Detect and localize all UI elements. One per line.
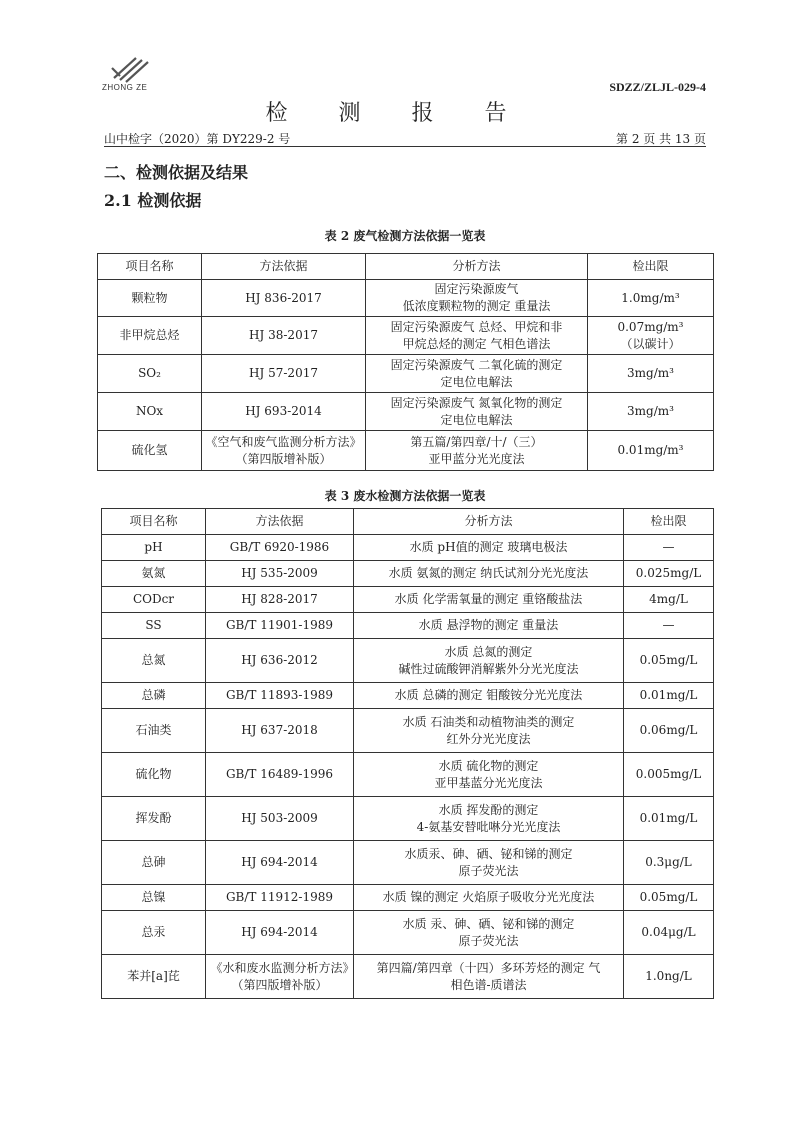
table-row [102, 753, 714, 797]
analysis-method-line: 水质 pH值的测定 玻璃电极法 [409, 540, 568, 554]
analysis-method-line: 水质 氨氮的测定 纳氏试剂分光光度法 [388, 566, 589, 580]
table-row [102, 561, 714, 587]
detection-limit-cell: 0.05mg/L [624, 639, 714, 683]
detection-limit-cell: 4mg/L [624, 587, 714, 613]
column-header-limit: 检出限 [588, 254, 714, 280]
method-basis-cell: GB/T 11901-1989 [206, 613, 354, 639]
method-basis-cell: 《空气和废气监测分析方法》（第四版增补版） [202, 431, 366, 471]
column-header-method: 分析方法 [366, 254, 588, 280]
table2-caption: 表 2 废气检测方法依据一览表 [324, 229, 486, 243]
table-row [98, 431, 714, 471]
item-name-cell: 硫化物 [102, 753, 206, 797]
detection-limit-cell: 0.05mg/L [624, 885, 714, 911]
analysis-method-cell [354, 911, 624, 955]
subsection-heading: 2.1 检测依据 [104, 191, 202, 210]
detection-limit-cell: 0.06mg/L [624, 709, 714, 753]
analysis-method-line: 水质汞、砷、硒、铋和锑的测定 [404, 846, 573, 861]
detection-limit-cell: — [624, 613, 714, 639]
page-info: 第 2 页 共 13 页 [616, 132, 706, 146]
table-row [102, 683, 714, 709]
analysis-method-cell [354, 885, 624, 911]
analysis-method-line: 水质 汞、砷、硒、铋和锑的测定 [402, 916, 575, 931]
table-header-row [98, 254, 714, 280]
analysis-method-line: 固定污染源废气 氮氧化物的测定 [390, 395, 563, 410]
table-row [102, 955, 714, 999]
detection-limit-cell: 0.01mg/L [624, 683, 714, 709]
detection-limit-cell: 0.01mg/L [624, 797, 714, 841]
method-basis-cell: HJ 637-2018 [206, 709, 354, 753]
method-basis-cell: HJ 828-2017 [206, 587, 354, 613]
item-name-cell: 总汞 [102, 911, 206, 955]
analysis-method-line: 定电位电解法 [440, 412, 513, 427]
logo-text: ZHONG ZE [102, 83, 148, 92]
page-title: 检 测 报 告 [265, 101, 529, 126]
item-name-cell: 氨氮 [102, 561, 206, 587]
table-row [102, 709, 714, 753]
analysis-method-line: 亚甲蓝分光光度法 [428, 451, 525, 466]
item-name-cell: 颗粒物 [98, 280, 202, 317]
analysis-method-cell [366, 431, 588, 471]
analysis-method-line: 水质 挥发酚的测定 [438, 802, 539, 817]
report-number: 山中检字（2020）第 DY229-2 号 [104, 132, 291, 146]
detection-limit-line: 3mg/m³ [627, 404, 674, 418]
item-name-cell: 硫化氢 [98, 431, 202, 471]
detection-limit-cell: 1.0ng/L [624, 955, 714, 999]
detection-limit-cell [588, 393, 714, 431]
analysis-method-line: 水质 硫化物的测定 [438, 758, 539, 773]
analysis-method-cell [354, 753, 624, 797]
table-row [102, 797, 714, 841]
method-basis-cell: HJ 636-2012 [206, 639, 354, 683]
item-name-cell: SS [102, 613, 206, 639]
analysis-method-line: 固定污染源废气 [434, 282, 519, 296]
analysis-method-cell [354, 613, 624, 639]
item-name-cell: CODcr [102, 587, 206, 613]
method-basis-cell: 《水和废水监测分析方法》（第四版增补版） [206, 955, 354, 999]
item-name-cell: SO₂ [98, 355, 202, 393]
analysis-method-line: 原子荧光法 [458, 933, 519, 948]
analysis-method-cell [366, 355, 588, 393]
analysis-method-line: 相色谱-质谱法 [450, 977, 527, 992]
analysis-method-cell [354, 709, 624, 753]
table-row [102, 613, 714, 639]
analysis-method-line: 固定污染源废气 总烃、甲烷和非 [390, 319, 563, 334]
item-name-cell: 总氮 [102, 639, 206, 683]
analysis-method-cell [354, 683, 624, 709]
detection-limit-cell: 0.025mg/L [624, 561, 714, 587]
detection-limit-cell: 0.04μg/L [624, 911, 714, 955]
analysis-method-cell [366, 280, 588, 317]
table-row [102, 535, 714, 561]
method-basis-cell: HJ 694-2014 [206, 841, 354, 885]
item-name-cell: 非甲烷总烃 [98, 317, 202, 355]
analysis-method-cell [366, 317, 588, 355]
analysis-method-line: 水质 总磷的测定 钼酸铵分光光度法 [394, 688, 583, 702]
analysis-method-line: 水质 总氮的测定 [444, 644, 533, 659]
analysis-method-cell [354, 535, 624, 561]
analysis-method-cell [354, 841, 624, 885]
item-name-cell: 总磷 [102, 683, 206, 709]
analysis-method-cell [354, 639, 624, 683]
item-name-cell: 总砷 [102, 841, 206, 885]
wastewater-methods-table [101, 508, 714, 999]
detection-limit-cell [588, 431, 714, 471]
analysis-method-cell [354, 561, 624, 587]
table3-caption: 表 3 废水检测方法依据一览表 [324, 489, 486, 503]
table-row [102, 911, 714, 955]
analysis-method-cell [354, 797, 624, 841]
method-basis-cell: HJ 57-2017 [202, 355, 366, 393]
analysis-method-line: 碱性过硫酸钾消解紫外分光光度法 [398, 661, 579, 676]
method-basis-cell: HJ 693-2014 [202, 393, 366, 431]
item-name-cell: 石油类 [102, 709, 206, 753]
column-header-item: 项目名称 [102, 509, 206, 535]
analysis-method-line: 水质 化学需氧量的测定 重铬酸盐法 [394, 592, 583, 606]
detection-limit-cell [588, 355, 714, 393]
column-header-basis: 方法依据 [202, 254, 366, 280]
item-name-cell: pH [102, 535, 206, 561]
analysis-method-line: 水质 悬浮物的测定 重量法 [418, 618, 559, 632]
detection-limit-line: （以碳计） [620, 336, 681, 351]
table-row [98, 280, 714, 317]
analysis-method-cell [354, 587, 624, 613]
detection-limit-line: 3mg/m³ [627, 366, 674, 380]
table-row [98, 355, 714, 393]
item-name-cell: 总镍 [102, 885, 206, 911]
header-divider [104, 146, 706, 147]
method-basis-cell: GB/T 11912-1989 [206, 885, 354, 911]
table-row [98, 317, 714, 355]
detection-limit-line: 0.01mg/m³ [617, 443, 684, 457]
method-basis-cell: HJ 535-2009 [206, 561, 354, 587]
analysis-method-line: 水质 镍的测定 火焰原子吸收分光光度法 [382, 890, 595, 904]
method-basis-cell: HJ 836-2017 [202, 280, 366, 317]
table-row [102, 885, 714, 911]
document-number: SDZZ/ZLJL-029-4 [609, 80, 706, 94]
analysis-method-line: 水质 石油类和动植物油类的测定 [402, 714, 575, 729]
method-basis-cell: HJ 38-2017 [202, 317, 366, 355]
exhaust-gas-methods-table [97, 253, 714, 471]
analysis-method-line: 固定污染源废气 二氧化硫的测定 [390, 357, 563, 372]
analysis-method-cell [366, 393, 588, 431]
detection-limit-cell: — [624, 535, 714, 561]
analysis-method-line: 红外分光光度法 [446, 731, 531, 746]
column-header-method: 分析方法 [354, 509, 624, 535]
method-basis-cell: GB/T 11893-1989 [206, 683, 354, 709]
item-name-cell: NOx [98, 393, 202, 431]
analysis-method-line: 4-氨基安替吡啉分光光度法 [416, 819, 561, 834]
analysis-method-line: 亚甲基蓝分光光度法 [434, 775, 543, 790]
table-header-row [102, 509, 714, 535]
analysis-method-line: 定电位电解法 [440, 374, 513, 389]
section-heading: 二、检测依据及结果 [104, 163, 249, 182]
analysis-method-line: 甲烷总烃的测定 气相色谱法 [402, 336, 551, 351]
table-row [102, 639, 714, 683]
detection-limit-cell: 0.005mg/L [624, 753, 714, 797]
detection-limit-cell: 0.3μg/L [624, 841, 714, 885]
analysis-method-line: 第五篇/第四章/十/（三） [410, 434, 543, 449]
table-row [98, 393, 714, 431]
table-row [102, 587, 714, 613]
analysis-method-line: 低浓度颗粒物的测定 重量法 [402, 299, 551, 313]
analysis-method-line: 第四篇/第四章（十四）多环芳烃的测定 气 [376, 960, 601, 975]
column-header-basis: 方法依据 [206, 509, 354, 535]
method-basis-cell: HJ 503-2009 [206, 797, 354, 841]
item-name-cell: 挥发酚 [102, 797, 206, 841]
analysis-method-cell [354, 955, 624, 999]
column-header-item: 项目名称 [98, 254, 202, 280]
table-row [102, 841, 714, 885]
method-basis-cell: HJ 694-2014 [206, 911, 354, 955]
method-basis-cell: GB/T 6920-1986 [206, 535, 354, 561]
item-name-cell: 苯并[a]芘 [102, 955, 206, 999]
column-header-limit: 检出限 [624, 509, 714, 535]
method-basis-cell: GB/T 16489-1996 [206, 753, 354, 797]
detection-limit-line: 0.07mg/m³ [617, 319, 684, 334]
detection-limit-line: 1.0mg/m³ [621, 290, 680, 305]
detection-limit-cell [588, 317, 714, 355]
analysis-method-line: 原子荧光法 [458, 863, 519, 878]
detection-limit-cell [588, 280, 714, 317]
